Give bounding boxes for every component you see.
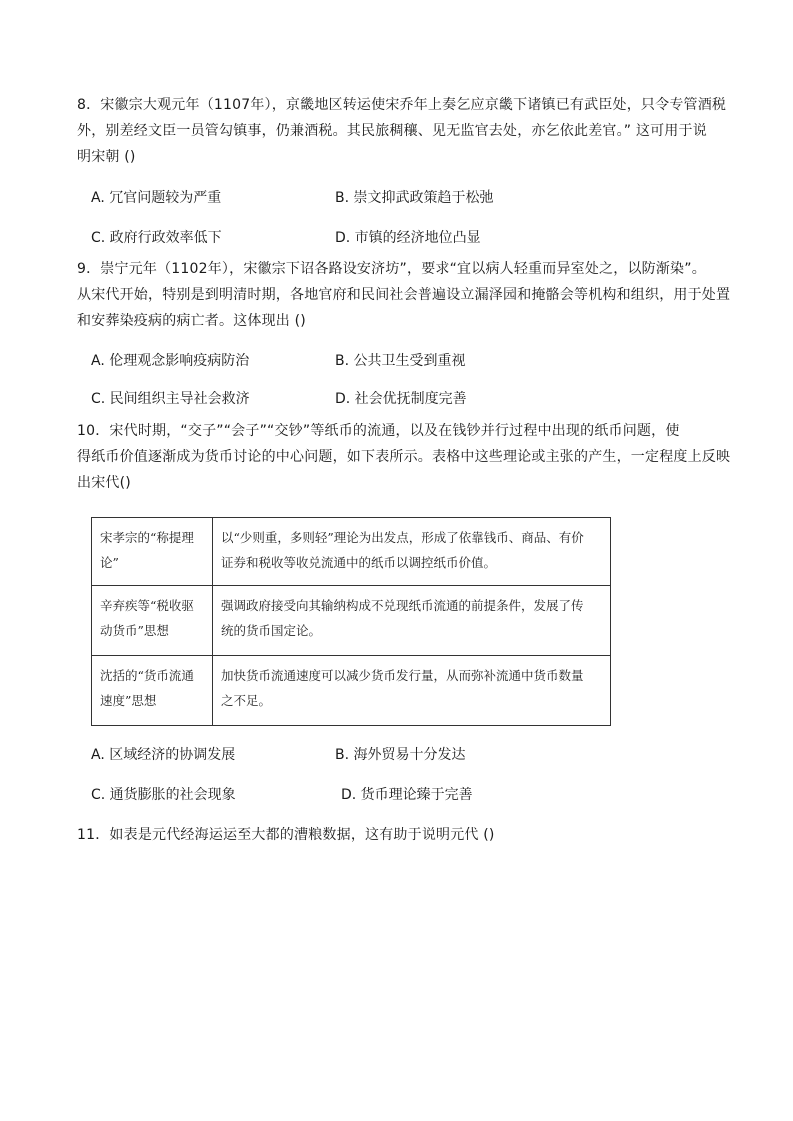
table-row [92,586,611,656]
q9-option-a[interactable]: A. 伦理观念影响疫病防治 [91,353,250,369]
q10-option-a[interactable]: A. 区域经济的协调发展 [91,747,236,763]
cell-text: 统的货币国定论。 [221,623,322,638]
q10-option-d[interactable]: D. 货币理论臻于完善 [341,787,473,803]
table-cell-theory-desc [213,656,611,726]
table-row [92,518,611,586]
q9-option-b[interactable]: B. 公共卫生受到重视 [335,353,466,369]
q8-option-b[interactable]: B. 崇文抑武政策趋于松弛 [335,190,494,206]
table-row [92,656,611,726]
q8-option-c[interactable]: C. 政府行政效率低下 [91,230,222,246]
q9-option-c[interactable]: C. 民间组织主导社会救济 [91,391,250,407]
q10-line-1: 10．宋代时期，“交子”“会子”“交钞”等纸币的流通，以及在钱钞并行过程中出现的纸币问题，使 [77,423,680,439]
q9-line-2: 从宋代开始，特别是到明清时期，各地官府和民间社会普遍设立漏泽园和掩骼会等机构和组织，用于处置 [77,287,731,303]
table-cell-theory-name [92,656,213,726]
q10-option-b[interactable]: B. 海外贸易十分发达 [335,747,466,763]
table-cell-theory-name [92,586,213,656]
q11-line-1: 11．如表是元代经海运运至大都的漕粮数据，这有助于说明元代 () [77,827,495,843]
table-cell-theory-name [92,518,213,586]
cell-text: 以“少则重，多则轻”理论为出发点，形成了依靠钱币、商品、有价 [221,530,584,545]
q8-option-a[interactable]: A. 冗官问题较为严重 [91,190,222,206]
cell-text: 动货币”思想 [100,623,169,638]
cell-text: 强调政府接受向其输纳构成不兑现纸币流通的前提条件，发展了传 [221,598,584,613]
q8-option-d[interactable]: D. 市镇的经济地位凸显 [335,230,481,246]
table-cell-theory-desc [213,586,611,656]
table-cell-theory-desc [213,518,611,586]
cell-text: 宋孝宗的“称提理 [100,530,194,545]
cell-text: 证券和税收等收兑流通中的纸币以调控纸币价值。 [221,555,497,570]
q10-option-c[interactable]: C. 通货膨胀的社会现象 [91,787,236,803]
q9-option-d[interactable]: D. 社会优抚制度完善 [335,391,467,407]
cell-text: 之不足。 [221,693,272,708]
q9-line-1: 9．崇宁元年（1102年），宋徽宗下诏各路设安济坊”，要求“宜以病人轻重而异室处之，以防渐染”。 [77,261,706,277]
cell-text: 论” [100,555,119,570]
q8-line-2: 外，别差经文臣一员管勾镇事，仍兼酒税。其民旅稠穰、见无监官去处，亦乞依此差官。” 这可用于说 [77,123,707,139]
cell-text: 加快货币流通速度可以减少货币发行量，从而弥补流通中货币数量 [221,668,584,683]
q8-line-1: 8．宋徽宗大观元年（1107年），京畿地区转运使宋乔年上奏乞应京畿下诸镇已有武臣处，只令专管酒税 [77,97,727,113]
cell-text: 辛弃疾等“税收驱 [100,598,194,613]
cell-text: 速度”思想 [100,693,157,708]
q8-line-3: 明宋朝 () [77,149,136,165]
q9-line-3: 和安葬染疫病的病亡者。这体现出 () [77,313,306,329]
q10-line-2: 得纸币价值逐渐成为货币讨论的中心问题，如下表所示。表格中这些理论或主张的产生，一定程度上反映 [77,449,731,465]
q10-line-3: 出宋代() [77,475,131,491]
monetary-theory-table [91,517,611,726]
cell-text: 沈括的“货币流通 [100,668,194,683]
